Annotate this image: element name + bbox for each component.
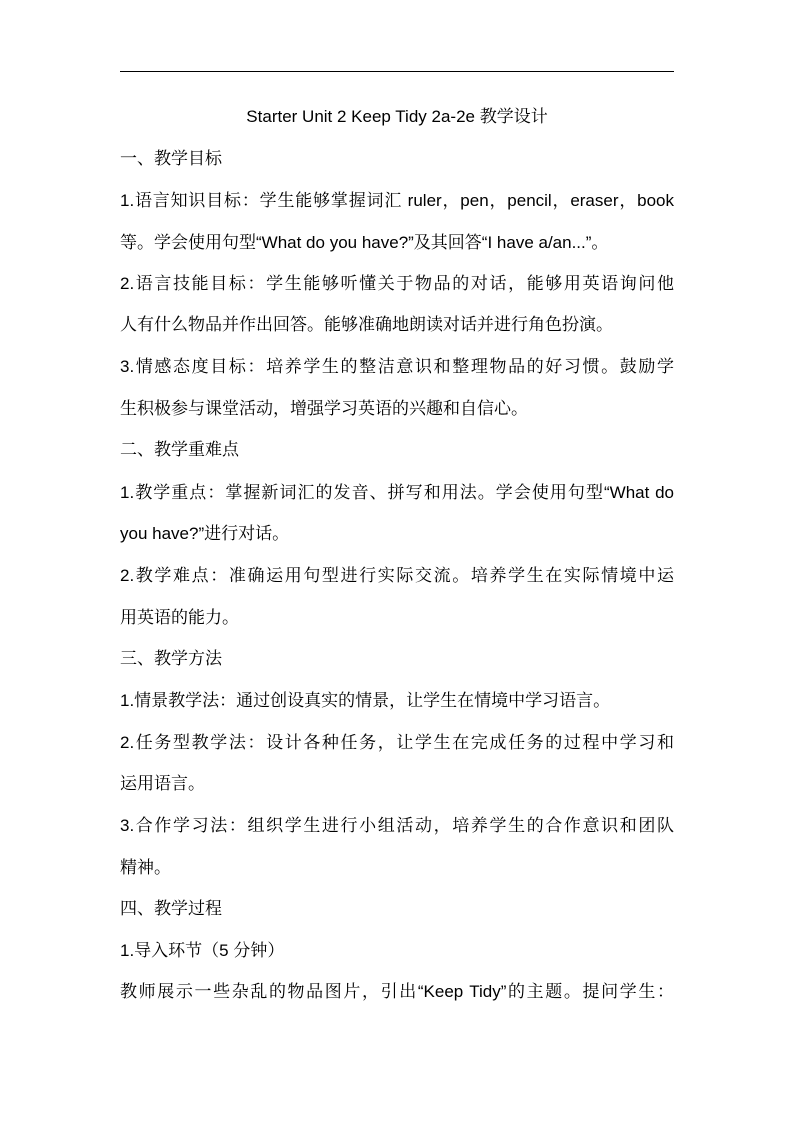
key-point-2-line-1: 2.教学难点：准确运用句型进行实际交流。培养学生在实际情境中运 <box>120 566 674 585</box>
method-3-line-2: 精神。 <box>120 858 171 877</box>
key-point-1-line-1: 1.教学重点：掌握新词汇的发音、拼写和用法。学会使用句型“What do <box>120 483 674 502</box>
header-divider <box>120 71 674 72</box>
document-title: Starter Unit 2 Keep Tidy 2a-2e 教学设计 <box>246 107 548 126</box>
section-heading-process: 四、教学过程 <box>120 899 222 918</box>
objective-1-line-2: 等。学会使用句型“What do you have?”及其回答“I have a/an...”。 <box>120 233 609 252</box>
objective-2-line-2: 人有什么物品并作出回答。能够准确地朗读对话并进行角色扮演。 <box>120 315 613 334</box>
method-1-line-1: 1.情景教学法：通过创设真实的情景，让学生在情境中学习语言。 <box>120 691 611 710</box>
method-3-line-1: 3.合作学习法：组织学生进行小组活动，培养学生的合作意识和团队 <box>120 816 674 835</box>
objective-3-line-1: 3.情感态度目标：培养学生的整洁意识和整理物品的好习惯。鼓励学 <box>120 357 674 376</box>
section-heading-key-points: 二、教学重难点 <box>120 440 239 459</box>
method-2-line-2: 运用语言。 <box>120 774 205 793</box>
objective-1-line-1: 1.语言知识目标：学生能够掌握词汇 ruler，pen，pencil，eraser，book <box>120 191 674 210</box>
objective-2-line-1: 2.语言技能目标：学生能够听懂关于物品的对话，能够用英语询问他 <box>120 274 674 293</box>
process-step-1-body-line-1: 教师展示一些杂乱的物品图片，引出“Keep Tidy”的主题。提问学生： <box>120 982 674 1001</box>
key-point-2-line-2: 用英语的能力。 <box>120 608 239 627</box>
objective-3-line-2: 生积极参与课堂活动，增强学习英语的兴趣和自信心。 <box>120 399 528 418</box>
method-2-line-1: 2.任务型教学法：设计各种任务，让学生在完成任务的过程中学习和 <box>120 733 674 752</box>
section-heading-objectives: 一、教学目标 <box>120 149 222 168</box>
process-step-1-heading: 1.导入环节（5 分钟） <box>120 941 285 960</box>
key-point-1-line-2: you have?”进行对话。 <box>120 524 290 543</box>
section-heading-methods: 三、教学方法 <box>120 649 222 668</box>
